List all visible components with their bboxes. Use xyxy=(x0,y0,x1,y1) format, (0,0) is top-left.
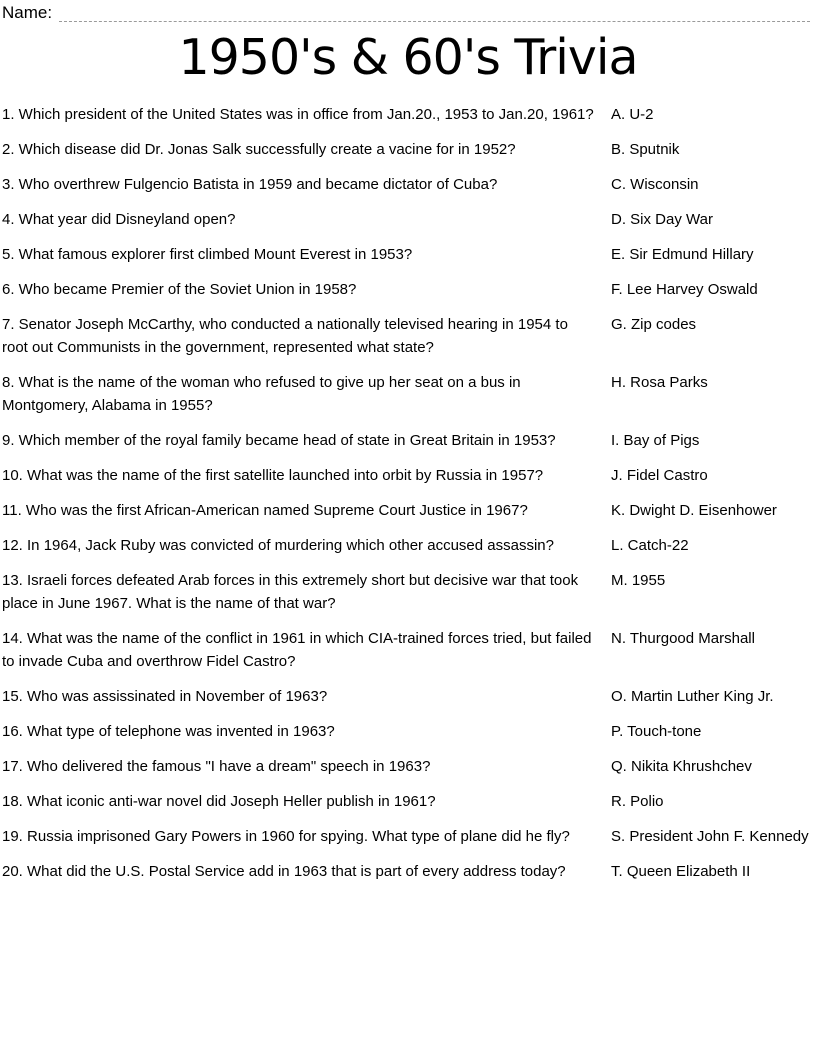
question-4: 4. What year did Disneyland open? xyxy=(2,211,236,228)
question-7: 7. Senator Joseph McCarthy, who conducted a nationally televised hearing in 1954 to root out Communists in the government, represented what state? xyxy=(2,316,568,356)
answer-j: J. Fidel Castro xyxy=(611,467,708,484)
answer-p: P. Touch-tone xyxy=(611,723,702,740)
answer-o: O. Martin Luther King Jr. xyxy=(611,688,774,705)
question-10: 10. What was the name of the first satellite launched into orbit by Russia in 1957? xyxy=(2,467,544,484)
question-5: 5. What famous explorer first climbed Mount Everest in 1953? xyxy=(2,246,413,263)
answer-e: E. Sir Edmund Hillary xyxy=(611,246,754,263)
page-title: 1950's & 60's Trivia xyxy=(178,29,638,86)
trivia-list xyxy=(0,103,816,883)
answer-b: B. Sputnik xyxy=(611,141,680,158)
question-1: 1. Which president of the United States was in office from Jan.20., 1953 to Jan.20, 1961? xyxy=(2,106,594,123)
answer-f: F. Lee Harvey Oswald xyxy=(611,281,758,298)
answer-c: C. Wisconsin xyxy=(611,176,699,193)
answer-l: L. Catch-22 xyxy=(611,537,689,554)
answer-s: S. President John F. Kennedy xyxy=(611,828,809,845)
question-3: 3. Who overthrew Fulgencio Batista in 1959 and became dictator of Cuba? xyxy=(2,176,498,193)
question-16: 16. What type of telephone was invented in 1963? xyxy=(2,723,335,740)
question-11: 11. Who was the first African-American named Supreme Court Justice in 1967? xyxy=(2,502,528,519)
answer-i: I. Bay of Pigs xyxy=(611,432,700,449)
answer-a: A. U-2 xyxy=(611,106,654,123)
question-17: 17. Who delivered the famous "I have a dream" speech in 1963? xyxy=(2,758,431,775)
question-13: 13. Israeli forces defeated Arab forces in this extremely short but decisive war that took place in June 1967. What is the name of that war? xyxy=(2,572,579,612)
question-19: 19. Russia imprisoned Gary Powers in 1960 for spying. What type of plane did he fly? xyxy=(2,828,570,845)
answer-d: D. Six Day War xyxy=(611,211,713,228)
answer-q: Q. Nikita Khrushchev xyxy=(611,758,752,775)
question-2: 2. Which disease did Dr. Jonas Salk successfully create a vacine for in 1952? xyxy=(2,141,516,158)
answer-g: G. Zip codes xyxy=(611,316,697,333)
question-6: 6. Who became Premier of the Soviet Union in 1958? xyxy=(2,281,357,298)
answer-n: N. Thurgood Marshall xyxy=(611,630,755,647)
answer-h: H. Rosa Parks xyxy=(611,374,708,391)
question-8: 8. What is the name of the woman who refused to give up her seat on a bus in Montgomery, Alabama in 1955? xyxy=(2,374,521,414)
name-row xyxy=(0,0,816,22)
answer-k: K. Dwight D. Eisenhower xyxy=(611,502,777,519)
question-15: 15. Who was assissinated in November of 1963? xyxy=(2,688,328,705)
question-12: 12. In 1964, Jack Ruby was convicted of murdering which other accused assassin? xyxy=(2,537,554,554)
question-9: 9. Which member of the royal family became head of state in Great Britain in 1953? xyxy=(2,432,556,449)
answer-m: M. 1955 xyxy=(611,572,666,589)
question-18: 18. What iconic anti-war novel did Joseph Heller publish in 1961? xyxy=(2,793,436,810)
question-14: 14. What was the name of the conflict in 1961 in which CIA-trained forces tried, but failed to invade Cuba and overthrow Fidel Castro? xyxy=(2,630,592,670)
question-20: 20. What did the U.S. Postal Service add in 1963 that is part of every address today? xyxy=(2,863,566,880)
answer-t: T. Queen Elizabeth II xyxy=(611,863,751,880)
answer-r: R. Polio xyxy=(611,793,664,810)
name-blank-line[interactable] xyxy=(59,6,810,22)
name-label: Name: xyxy=(2,3,53,22)
